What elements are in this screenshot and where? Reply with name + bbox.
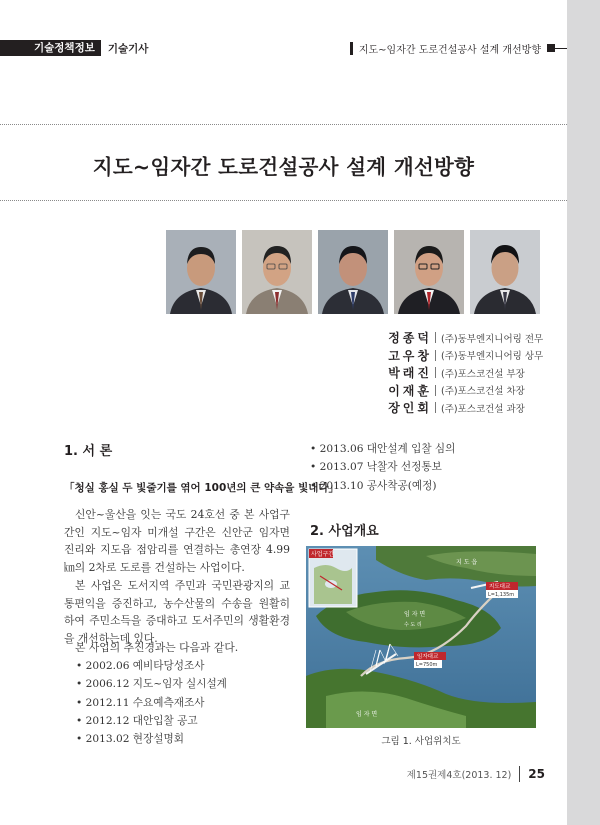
title-divider-bottom: [0, 200, 567, 201]
bridge-length-jido: L=1,135m: [488, 592, 515, 598]
paragraph: [64, 577, 290, 648]
map-label-imja-south: 임 자 면: [356, 711, 378, 718]
issue-number: 제15권제4호(2013. 12): [406, 770, 512, 781]
list-item: • 2013.02 현장설명회: [76, 730, 227, 748]
page-title: 지도~임자간 도로건설공사 설계 개선방향: [92, 155, 475, 179]
bridge-label-imja: 임자대교: [417, 654, 439, 660]
section-heading-overview: 2. 사업개요: [310, 524, 379, 539]
list-item: • 2012.11 수요예측재조사: [76, 694, 227, 712]
paragraph: [64, 506, 290, 577]
author-photo: [394, 230, 464, 314]
footer-separator: [519, 766, 520, 782]
author-name: 정종덕: [388, 331, 432, 346]
progress-list: [76, 657, 227, 748]
author-separator: [435, 350, 436, 361]
paragraph-text: 본 사업의 추진경과는 다음과 같다.: [75, 641, 239, 654]
author-affiliation: (주)포스코건설 과장: [441, 403, 525, 415]
author-name: 고우창: [388, 348, 432, 363]
author-photos: [166, 230, 540, 314]
header-category: 기술정책정보: [0, 40, 101, 56]
author-list: [384, 329, 543, 417]
figure-caption: 그림 1. 사업위치도: [381, 736, 461, 747]
author-photo: [470, 230, 540, 314]
page-footer: [0, 766, 545, 782]
author-affiliation: (주)동부엔지니어링 상무: [441, 351, 544, 363]
author-affiliation: (주)동부엔지니어링 전무: [441, 333, 544, 345]
list-item: • 2002.06 예비타당성조사: [76, 657, 227, 675]
header-left: [0, 40, 148, 56]
map-label-jido: 지 도 읍: [456, 559, 478, 566]
inset-label: 사업구간: [311, 551, 335, 558]
author-photo: [318, 230, 388, 314]
paragraph-text: 본 사업은 도서지역 주민과 국민관광지의 교통편익을 증진하고, 농수산물의 수송을 원활히 하여 주민소득을 증대하고 도서주민의 생활환경을 개선하는데 있다.: [64, 579, 290, 646]
author-name: 박래진: [388, 366, 432, 381]
author-photo: [242, 230, 312, 314]
list-item: • 2013.07 낙찰자 선정통보: [310, 458, 455, 476]
page-number: 25: [528, 767, 545, 781]
side-strip: [567, 0, 600, 825]
header-subcategory: 기술기사: [107, 42, 149, 55]
author-entry: [384, 399, 543, 417]
author-separator: [435, 332, 436, 343]
list-item: • 2006.12 지도~임자 실시설계: [76, 675, 227, 693]
map-label-sudo: 수 도 리: [404, 622, 422, 628]
author-photo: [166, 230, 236, 314]
author-separator: [435, 385, 436, 396]
section-heading-introduction: 1. 서 론: [64, 444, 113, 459]
author-affiliation: (주)포스코건설 차장: [441, 386, 525, 398]
author-entry: [384, 364, 543, 382]
list-item: • 2012.12 대안입찰 공고: [76, 712, 227, 730]
header-square-icon: [547, 44, 555, 52]
section-quote: 「청실 홍실 두 빛줄기를 엮어 100년의 큰 약속을 빛내다」: [64, 482, 340, 494]
map-label-imja: 임 자 면: [404, 611, 426, 618]
progress-list-continued: [310, 440, 455, 495]
paragraph: [64, 639, 290, 657]
author-separator: [435, 367, 436, 378]
author-name: 이재훈: [388, 383, 432, 398]
header-right: [350, 39, 567, 57]
paragraph-text: 신안~울산을 잇는 국도 24호선 중 본 사업구간인 지도~임자 미개설 구간은 신안군 임자면 진리와 지도읍 점암리를 연결하는 총연장 4.99㎞의 2차로 도로를 건설하는 사업이다.: [64, 508, 290, 575]
header-bar: [350, 42, 353, 55]
author-separator: [435, 402, 436, 413]
bridge-label-jido: 지도대교: [489, 584, 511, 590]
author-affiliation: (주)포스코건설 부장: [441, 368, 525, 380]
list-item: • 2013.06 대안설계 입찰 심의: [310, 440, 455, 458]
author-entry: [384, 347, 543, 365]
header-line: [555, 48, 567, 49]
list-item: • 2013.10 공사착공(예정): [310, 477, 455, 495]
running-title: 지도~임자간 도로건설공사 설계 개선방향: [358, 44, 541, 56]
project-location-map: [306, 546, 536, 728]
author-name: 장인회: [388, 401, 432, 416]
author-entry: [384, 382, 543, 400]
bridge-length-imja: L=750m: [416, 662, 438, 668]
author-entry: [384, 329, 543, 347]
title-divider-top: [0, 124, 567, 125]
